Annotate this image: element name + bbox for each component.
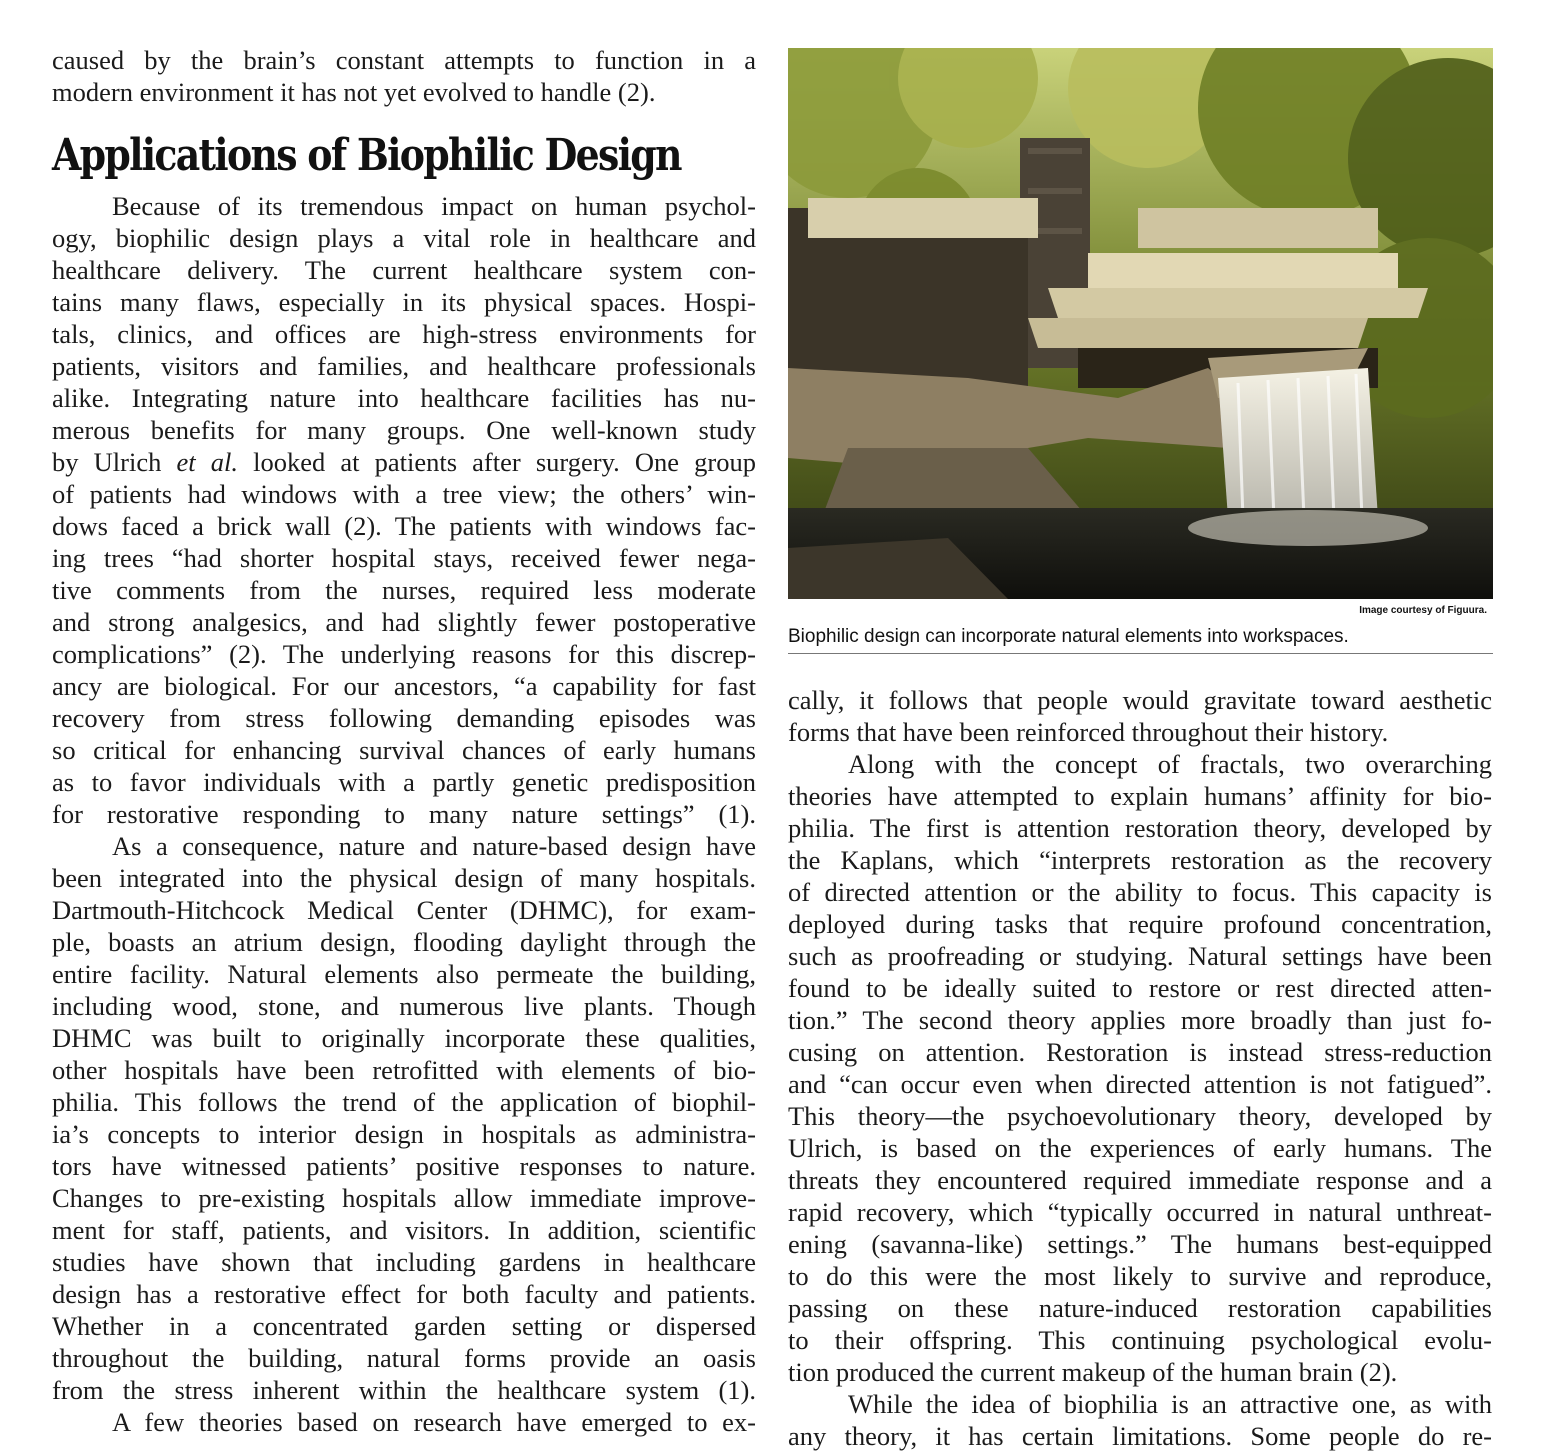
left-column (52, 44, 756, 1438)
text-line: modern environment it has not yet evolved to handle (2). (52, 77, 656, 107)
text-line: design has a restorative effect for both faculty and patients. (52, 1279, 756, 1309)
paragraph-limitations (788, 1388, 1492, 1452)
text-line: Dartmouth-Hitchcock Medical Center (DHMC), for exam- (52, 895, 756, 925)
text-line: including wood, stone, and numerous live plants. Though (52, 991, 756, 1021)
text-line: Because of its tremendous impact on human psychol- (112, 191, 756, 221)
text-run: by Ulrich (52, 447, 177, 477)
text-line: ogy, biophilic design plays a vital role in healthcare and (52, 223, 756, 253)
fallingwater-photo (788, 48, 1493, 599)
text-line: the Kaplans, which “interprets restoration as the recovery (788, 845, 1492, 875)
paragraph-continuation (788, 684, 1492, 748)
text-line: complications” (2). The underlying reasons for this discrep- (52, 639, 756, 669)
text-line: to do this were the most likely to survive and reproduce, (788, 1261, 1492, 1291)
text-line: ing trees “had shorter hospital stays, received fewer nega- (52, 543, 756, 573)
text-line: from the stress inherent within the healthcare system (1). (52, 1375, 756, 1405)
text-line: philia. This follows the trend of the application of biophil- (52, 1087, 756, 1117)
text-line: cusing on attention. Restoration is instead stress-reduction (788, 1037, 1492, 1067)
text-line: theories have attempted to explain humans’ affinity for bio- (788, 781, 1492, 811)
paragraph-consequence (52, 830, 756, 1406)
text-line: of directed attention or the ability to focus. This capacity is (788, 877, 1492, 907)
text-line: patients, visitors and families, and healthcare professionals (52, 351, 756, 381)
text-line: tive comments from the nurses, required less moderate (52, 575, 756, 605)
text-line: other hospitals have been retrofitted with elements of bio- (52, 1055, 756, 1085)
text-line: and strong analgesics, and had slightly fewer postoperative (52, 607, 756, 637)
text-line: ple, boasts an atrium design, flooding daylight through the (52, 927, 756, 957)
text-line: deployed during tasks that require profound concentration, (788, 909, 1492, 939)
right-column (788, 684, 1492, 1452)
text-line: philia. The first is attention restoration theory, developed by (788, 813, 1492, 843)
text-line: ment for staff, patients, and visitors. In addition, scientific (52, 1215, 756, 1245)
text-line: merous benefits for many groups. One well-known study (52, 415, 756, 445)
text-line: Along with the concept of fractals, two overarching (848, 749, 1492, 779)
text-line: This theory—the psychoevolutionary theory, developed by (788, 1101, 1492, 1131)
text-line: passing on these nature-induced restoration capabilities (788, 1293, 1492, 1323)
image-credit: Image courtesy of Figuura. (1359, 605, 1487, 616)
text-line: of patients had windows with a tree view; the others’ win- (52, 479, 756, 509)
text-line: tals, clinics, and offices are high-stress environments for (52, 319, 756, 349)
text-line: Whether in a concentrated garden setting or dispersed (52, 1311, 756, 1341)
text-line: any theory, it has certain limitations. Some people do re- (788, 1421, 1492, 1451)
text-line: Ulrich, is based on the experiences of early humans. The (788, 1133, 1492, 1163)
text-line: threats they encountered required immediate response and a (788, 1165, 1492, 1195)
text-line: ia’s concepts to interior design in hospitals as administra- (52, 1119, 756, 1149)
text-line: caused by the brain’s constant attempts to function in a (52, 45, 756, 75)
text-line: tion produced the current makeup of the human brain (2). (788, 1357, 1398, 1387)
paragraph-healthcare (52, 190, 756, 830)
text-line: cally, it follows that people would gravitate toward aesthetic (788, 685, 1492, 715)
text-line: alike. Integrating nature into healthcare facilities has nu- (52, 383, 756, 413)
text-line: A few theories based on research have emerged to ex- (112, 1407, 756, 1437)
italic-run: et al. (176, 447, 238, 477)
paragraph-theories-restoration (788, 748, 1492, 1388)
text-line: to their offspring. This continuing psychological evolu- (788, 1325, 1492, 1355)
text-line: so critical for enhancing survival chances of early humans (52, 735, 756, 765)
figure (788, 48, 1493, 654)
text-line: While the idea of biophilia is an attractive one, as with (848, 1389, 1492, 1419)
text-line: such as proofreading or studying. Natural settings have been (788, 941, 1492, 971)
text-line: Changes to pre-existing hospitals allow immediate improve- (52, 1183, 756, 1213)
text-line: studies have shown that including gardens in healthcare (52, 1247, 756, 1277)
text-line: As a consequence, nature and nature-based design have (112, 831, 756, 861)
text-line: tors have witnessed patients’ positive responses to nature. (52, 1151, 756, 1181)
section-heading: Applications of Biophilic Design (52, 130, 681, 181)
text-line: and “can occur even when directed attention is not fatigued”. (788, 1069, 1492, 1099)
text-line: DHMC was built to originally incorporate these qualities, (52, 1023, 756, 1053)
text-line: forms that have been reinforced throughout their history. (788, 717, 1389, 747)
intro-paragraph (52, 44, 756, 108)
text-line: for restorative responding to many nature settings” (1). (52, 799, 756, 829)
text-line: ening (savanna-like) settings.” The humans best-equipped (788, 1229, 1492, 1259)
text-line: recovery from stress following demanding episodes was (52, 703, 756, 733)
text-line: ancy are biological. For our ancestors, “a capability for fast (52, 671, 756, 701)
text-run: looked at patients after surgery. One group (237, 447, 756, 477)
text-line (52, 446, 756, 478)
paragraph-theories (52, 1406, 756, 1438)
text-line: tains many flaws, especially in its physical spaces. Hospi- (52, 287, 756, 317)
text-line: entire facility. Natural elements also permeate the building, (52, 959, 756, 989)
text-line: rapid recovery, which “typically occurred in natural unthreat- (788, 1197, 1492, 1227)
text-line: dows faced a brick wall (2). The patients with windows fac- (52, 511, 756, 541)
text-line: found to be ideally suited to restore or rest directed atten- (788, 973, 1492, 1003)
text-line: been integrated into the physical design of many hospitals. (52, 863, 756, 893)
text-line: throughout the building, natural forms provide an oasis (52, 1343, 756, 1373)
figure-caption: Biophilic design can incorporate natural elements into workspaces. (788, 626, 1493, 654)
text-line: tion.” The second theory applies more broadly than just fo- (788, 1005, 1492, 1035)
text-line: as to favor individuals with a partly genetic predisposition (52, 767, 756, 797)
text-line: healthcare delivery. The current healthcare system con- (52, 255, 756, 285)
